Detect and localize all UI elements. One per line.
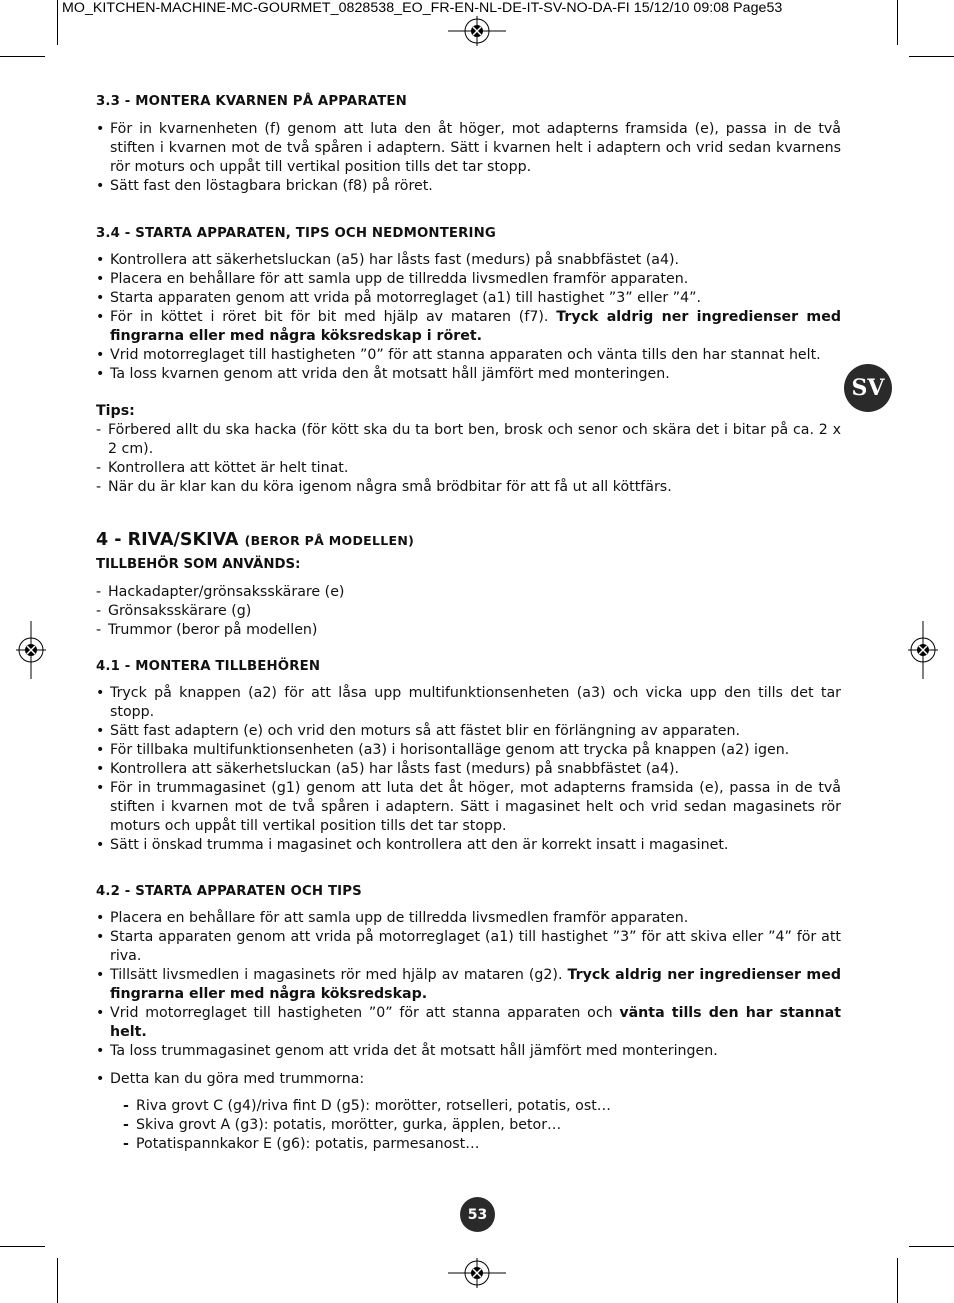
registration-mark-icon [448, 16, 506, 46]
list-item: • Kontrollera att säkerhetsluckan (a5) har låsts fast (medurs) på snabbfästet (a4). [96, 251, 841, 270]
language-badge: SV [844, 364, 892, 412]
crop-mark [909, 1246, 954, 1247]
list-item: • Placera en behållare för att samla upp de tillredda livsmedlen framför apparaten. [96, 270, 841, 289]
list-item: • Ta loss kvarnen genom att vrida den åt motsatt håll jämfört med monteringen. [96, 365, 841, 384]
drums-list [123, 1097, 841, 1154]
chapter-note: (BEROR PÅ MODELLEN) [244, 533, 415, 548]
accessories-heading: TILLBEHÖR SOM ANVÄNDS: [96, 557, 301, 572]
list-item: • Sätt fast adaptern (e) och vrid den moturs så att fästet blir en förlängning av apparaten. [96, 722, 841, 741]
crop-mark [0, 56, 45, 57]
document-body [96, 92, 841, 1154]
list-item: - Riva grovt C (g4)/riva fint D (g5): morötter, rotselleri, potatis, ost… [123, 1098, 611, 1114]
registration-mark-icon [448, 1258, 506, 1288]
list-item: - Trummor (beror på modellen) [96, 622, 318, 638]
printer-slug-header: MO_KITCHEN-MACHINE-MC-GOURMET_0828538_EO_FR-EN-NL-DE-IT-SV-NO-DA-FI 15/12/10 09:08 Page53 [62, 0, 783, 16]
crop-mark [57, 1258, 58, 1303]
crop-mark [897, 0, 898, 45]
list-item: - Förbered allt du ska hacka (för kött ska du ta bort ben, brosk och senor och skära det i bitar på ca. 2 x 2 cm). [96, 422, 841, 457]
chapter-heading-4: 4 - RIVA/SKIVA (BEROR PÅ MODELLEN) [96, 530, 415, 550]
list-item: • Ta loss trummagasinet genom att vrida det åt motsatt håll jämfört med monteringen. [96, 1042, 841, 1061]
list-item: - Hackadapter/grönsaksskärare (e) [96, 584, 345, 600]
list-item: • Tryck på knappen (a2) för att låsa upp multifunktionsenheten (a3) och vicka upp den tills det tar stopp. [96, 684, 841, 722]
bullet-list [96, 1070, 841, 1089]
section-heading-3-3: 3.3 - MONTERA KVARNEN PÅ APPARATEN [96, 94, 407, 109]
bullet-list [96, 120, 841, 196]
list-item-text: För in köttet i röret bit för bit med hjälp av mataren (f7). [110, 309, 557, 325]
list-item: • Sätt i önskad trumma i magasinet och kontrollera att den är korrekt insatt i magasinet. [96, 836, 841, 855]
tips-list [96, 421, 841, 497]
list-item: • Vrid motorreglaget till hastigheten ”0” för att stanna apparaten och vänta tills den har stannat helt. [96, 346, 841, 365]
list-item: • Starta apparaten genom att vrida på motorreglaget (a1) till hastighet ”3” för att skiva eller ”4” för att riva. [96, 928, 841, 966]
section-heading-3-4: 3.4 - STARTA APPARATEN, TIPS OCH NEDMONTERING [96, 226, 496, 241]
list-item: - Potatispannkakor E (g6): potatis, parmesanost… [123, 1136, 480, 1152]
list-item: • Tillsätt livsmedlen i magasinets rör med hjälp av mataren (g2). Tryck aldrig ner ingredienser med fingrarna eller med några köksredskap. [96, 966, 841, 1004]
list-item: • Sätt fast den löstagbara brickan (f8) på röret. [96, 177, 841, 196]
list-item: • Detta kan du göra med trummorna: [96, 1070, 841, 1089]
bullet-list [96, 909, 841, 1061]
registration-mark-icon [16, 621, 46, 679]
crop-mark [0, 1246, 45, 1247]
tips-heading: Tips: [96, 403, 135, 419]
page-number-badge: 53 [460, 1197, 495, 1232]
list-item [96, 308, 841, 346]
section-heading-4-1: 4.1 - MONTERA TILLBEHÖREN [96, 659, 321, 674]
bullet-list [96, 684, 841, 855]
accessories-list [96, 583, 841, 640]
list-item: • Starta apparaten genom att vrida på motorreglaget (a1) till hastighet ”3” eller ”4”. [96, 289, 841, 308]
crop-mark [897, 1258, 898, 1303]
section-heading-4-2: 4.2 - STARTA APPARATEN OCH TIPS [96, 884, 362, 899]
bullet-list [96, 251, 841, 384]
list-item: • Placera en behållare för att samla upp de tillredda livsmedlen framför apparaten. [96, 909, 841, 928]
list-item: • För in trummagasinet (g1) genom att luta det åt höger, mot adapterns framsida (e), passa in de två stiften i kvarnen mot de två spåren i adaptern. Sätt i magasinet helt och vrid sedan magasinets rör moturs och uppåt till vertikal position tills det tar stopp. [96, 779, 841, 836]
list-item: - Grönsaksskärare (g) [96, 603, 252, 619]
warning-text: Tryck aldrig ner ingredienser med fingrarna eller med några köksredskap. [110, 967, 841, 1002]
list-item: - När du är klar kan du köra igenom några små brödbitar för att få ut all köttfärs. [96, 479, 672, 495]
list-item: • Vrid motorreglaget till hastigheten ”0” för att stanna apparaten och vänta tills den har stannat helt. [96, 1004, 841, 1042]
crop-mark [57, 0, 58, 45]
list-item: - Skiva grovt A (g3): potatis, morötter, gurka, äpplen, betor… [123, 1117, 562, 1133]
list-item: • För in kvarnenheten (f) genom att luta den åt höger, mot adapterns framsida (e), passa in de två stiften i kvarnen mot de två spåren i adaptern. Sätt i kvarnen helt i adaptern och vrid sedan kvarnens rör moturs och uppåt till vertikal position tills det tar stopp. [96, 120, 841, 177]
warning-text: vänta tills den har stannat helt. [110, 1005, 842, 1040]
warning-text: Tryck aldrig ner ingredienser med fingrarna eller med några köksredskap i röret. [110, 309, 841, 344]
list-item: - Kontrollera att köttet är helt tinat. [96, 460, 349, 476]
crop-mark [909, 56, 954, 57]
list-item: • Kontrollera att säkerhetsluckan (a5) har låsts fast (medurs) på snabbfästet (a4). [96, 760, 841, 779]
registration-mark-icon [908, 621, 938, 679]
list-item: • För tillbaka multifunktionsenheten (a3) i horisontalläge genom att trycka på knappen (a2) igen. [96, 741, 841, 760]
